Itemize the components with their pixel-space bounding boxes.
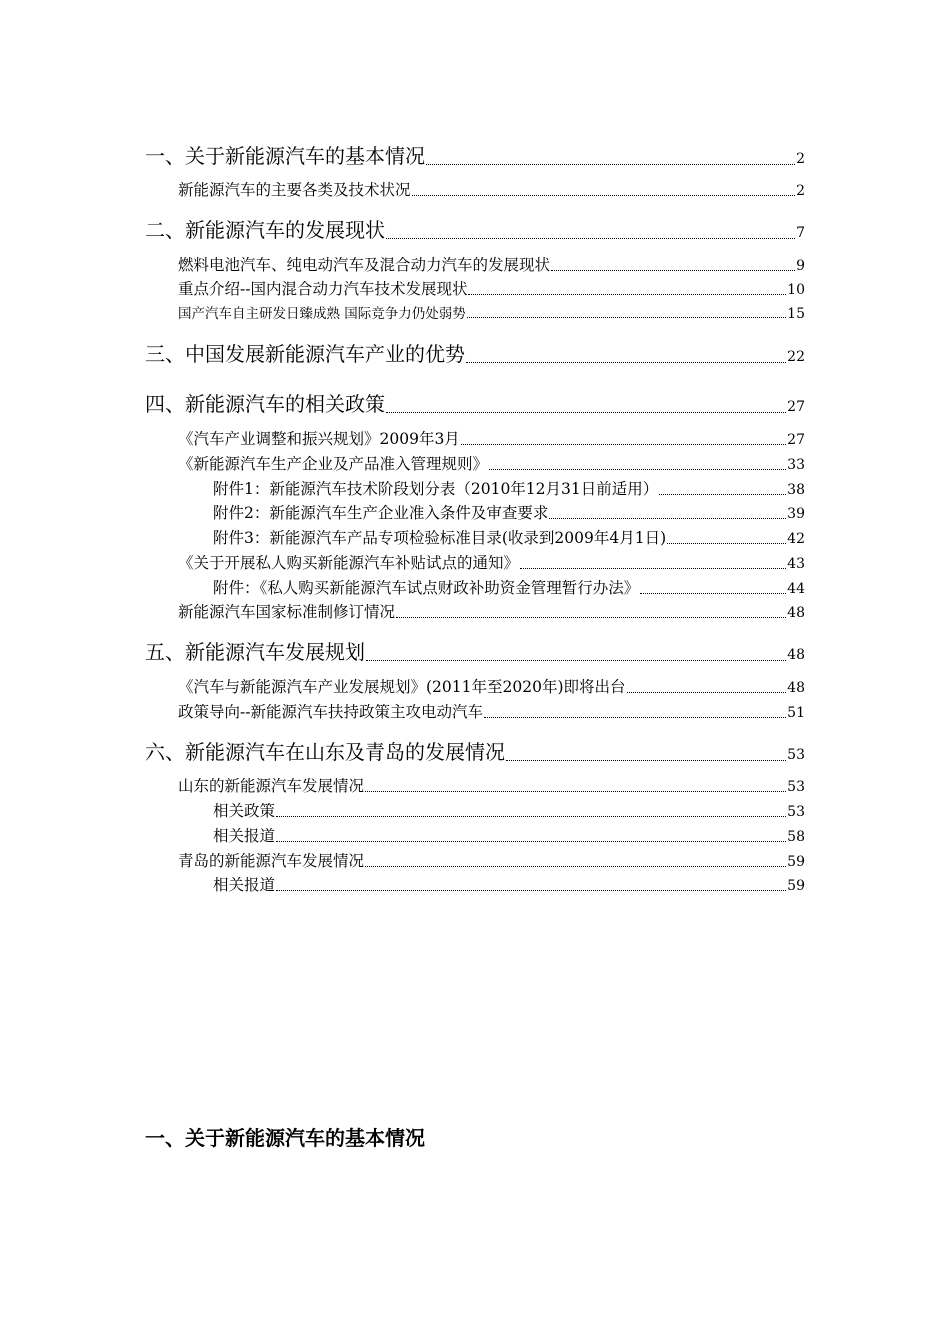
toc-page-number: 48	[787, 605, 805, 621]
toc-entry-text: 附件：《私人购买新能源汽车试点财政补助资金管理暂行办法》	[213, 579, 640, 597]
toc-entry[interactable]	[178, 551, 805, 573]
toc-page-number: 27	[787, 399, 805, 415]
toc-page-number: 33	[787, 457, 805, 473]
toc-entry-text: 五、新能源汽车发展规划	[145, 640, 365, 664]
toc-leader-dots	[640, 592, 786, 594]
toc-page-number: 59	[787, 854, 805, 870]
toc-entry[interactable]	[213, 824, 805, 846]
toc-page-number: 53	[787, 804, 805, 820]
toc-page-number: 10	[787, 282, 805, 298]
toc-leader-dots	[366, 659, 786, 661]
toc-entry[interactable]	[178, 600, 805, 622]
toc-entry[interactable]	[178, 178, 805, 200]
toc-leader-dots	[659, 493, 786, 495]
toc-entry-text: 二、新能源汽车的发展现状	[145, 218, 385, 242]
toc-page-number: 51	[787, 705, 805, 721]
toc-page-number: 59	[787, 878, 805, 894]
toc-entry[interactable]	[178, 774, 805, 796]
toc-leader-dots	[461, 443, 786, 445]
toc-entry[interactable]	[145, 388, 805, 417]
toc-page-number: 48	[787, 647, 805, 663]
toc-entry[interactable]	[178, 675, 805, 697]
toc-leader-dots	[467, 316, 786, 318]
toc-leader-dots	[627, 691, 787, 693]
toc-page-number: 44	[787, 581, 805, 597]
toc-leader-dots	[276, 889, 786, 891]
toc-entry[interactable]	[213, 576, 805, 598]
toc-entry-text: 山东的新能源汽车发展情况	[178, 777, 365, 795]
toc-page-number: 2	[796, 183, 805, 199]
toc-leader-dots	[276, 815, 786, 817]
toc-entry[interactable]	[178, 277, 805, 299]
toc-entry[interactable]	[145, 214, 805, 243]
toc-entry-text: 新能源汽车国家标准制修订情况	[178, 603, 396, 621]
toc-page-number: 53	[787, 779, 805, 795]
toc-leader-dots	[412, 194, 796, 196]
toc-entry[interactable]	[213, 501, 805, 523]
toc-leader-dots	[466, 361, 786, 363]
toc-entry-text: 燃料电池汽车、纯电动汽车及混合动力汽车的发展现状	[178, 256, 551, 274]
toc-entry-text: 相关政策	[213, 802, 276, 820]
toc-page-number: 58	[787, 829, 805, 845]
toc-entry[interactable]	[178, 253, 805, 275]
toc-leader-dots	[549, 517, 786, 519]
toc-page-number: 48	[787, 680, 805, 696]
toc-entry[interactable]	[178, 302, 805, 322]
toc-entry[interactable]	[145, 736, 805, 765]
toc-entry-text: 新能源汽车的主要各类及技术状况	[178, 181, 411, 199]
toc-entry-text: 附件3：新能源汽车产品专项检验标准目录(收录到2009年4月1日)	[213, 529, 667, 547]
toc-entry[interactable]	[213, 873, 805, 895]
toc-leader-dots	[396, 616, 786, 618]
toc-entry-text: 重点介绍--国内混合动力汽车技术发展现状	[178, 280, 468, 298]
toc-entry[interactable]	[145, 140, 805, 169]
toc-entry[interactable]	[145, 338, 805, 367]
toc-entry[interactable]	[213, 477, 805, 499]
toc-entry[interactable]	[213, 799, 805, 821]
toc-entry-text: 附件1：新能源汽车技术阶段划分表（2010年12月31日前适用）	[213, 480, 659, 498]
toc-page-number: 39	[787, 506, 805, 522]
toc-leader-dots	[667, 542, 786, 544]
toc-entry[interactable]	[145, 636, 805, 665]
toc-entry-text: 政策导向--新能源汽车扶持政策主攻电动汽车	[178, 703, 483, 721]
toc-leader-dots	[276, 840, 786, 842]
toc-page-number: 15	[787, 306, 805, 322]
toc-page-number: 7	[796, 225, 805, 241]
toc-leader-dots	[484, 716, 786, 718]
toc-leader-dots	[520, 567, 786, 569]
toc-page-number: 2	[796, 151, 805, 167]
toc-entry-text: 三、中国发展新能源汽车产业的优势	[145, 342, 465, 366]
toc-leader-dots	[386, 237, 795, 239]
toc-leader-dots	[468, 293, 786, 295]
toc-entry-text: 相关报道	[213, 876, 276, 894]
toc-page-number: 53	[787, 747, 805, 763]
toc-entry[interactable]	[213, 526, 805, 548]
toc-entry[interactable]	[178, 700, 805, 722]
toc-entry-text: 《关于开展私人购买新能源汽车补贴试点的通知》	[178, 554, 520, 572]
toc-leader-dots	[489, 468, 786, 470]
toc-leader-dots	[551, 269, 795, 271]
toc-entry-text: 四、新能源汽车的相关政策	[145, 392, 385, 416]
toc-entry-text: 国产汽车自主研发日臻成熟 国际竞争力仍处弱势	[178, 306, 466, 322]
toc-page-number: 43	[787, 556, 805, 572]
toc-page-number: 42	[787, 531, 805, 547]
toc-entry[interactable]	[178, 427, 805, 449]
toc-page-number: 22	[787, 349, 805, 365]
toc-entry[interactable]	[178, 452, 805, 474]
toc-page-number: 27	[787, 432, 805, 448]
toc-leader-dots	[365, 865, 786, 867]
toc-entry-text: 《汽车产业调整和振兴规划》2009年3月	[178, 430, 460, 448]
toc-leader-dots	[506, 759, 786, 761]
toc-entry-text: 《新能源汽车生产企业及产品准入管理规则》	[178, 455, 489, 473]
toc-leader-dots	[386, 411, 786, 413]
toc-entry-text: 一、关于新能源汽车的基本情况	[145, 144, 425, 168]
toc-leader-dots	[365, 790, 786, 792]
toc-entry-text: 六、新能源汽车在山东及青岛的发展情况	[145, 740, 505, 764]
toc-entry-text: 相关报道	[213, 827, 276, 845]
section-heading: 一、关于新能源汽车的基本情况	[145, 1126, 425, 1150]
toc-entry[interactable]	[178, 849, 805, 871]
toc-page-number: 38	[787, 482, 805, 498]
toc-entry-text: 青岛的新能源汽车发展情况	[178, 852, 365, 870]
toc-entry-text: 《汽车与新能源汽车产业发展规划》(2011年至2020年)即将出台	[178, 678, 626, 696]
toc-page-number: 9	[796, 258, 805, 274]
toc-entry-text: 附件2：新能源汽车生产企业准入条件及审查要求	[213, 504, 549, 522]
toc-leader-dots	[426, 163, 795, 165]
